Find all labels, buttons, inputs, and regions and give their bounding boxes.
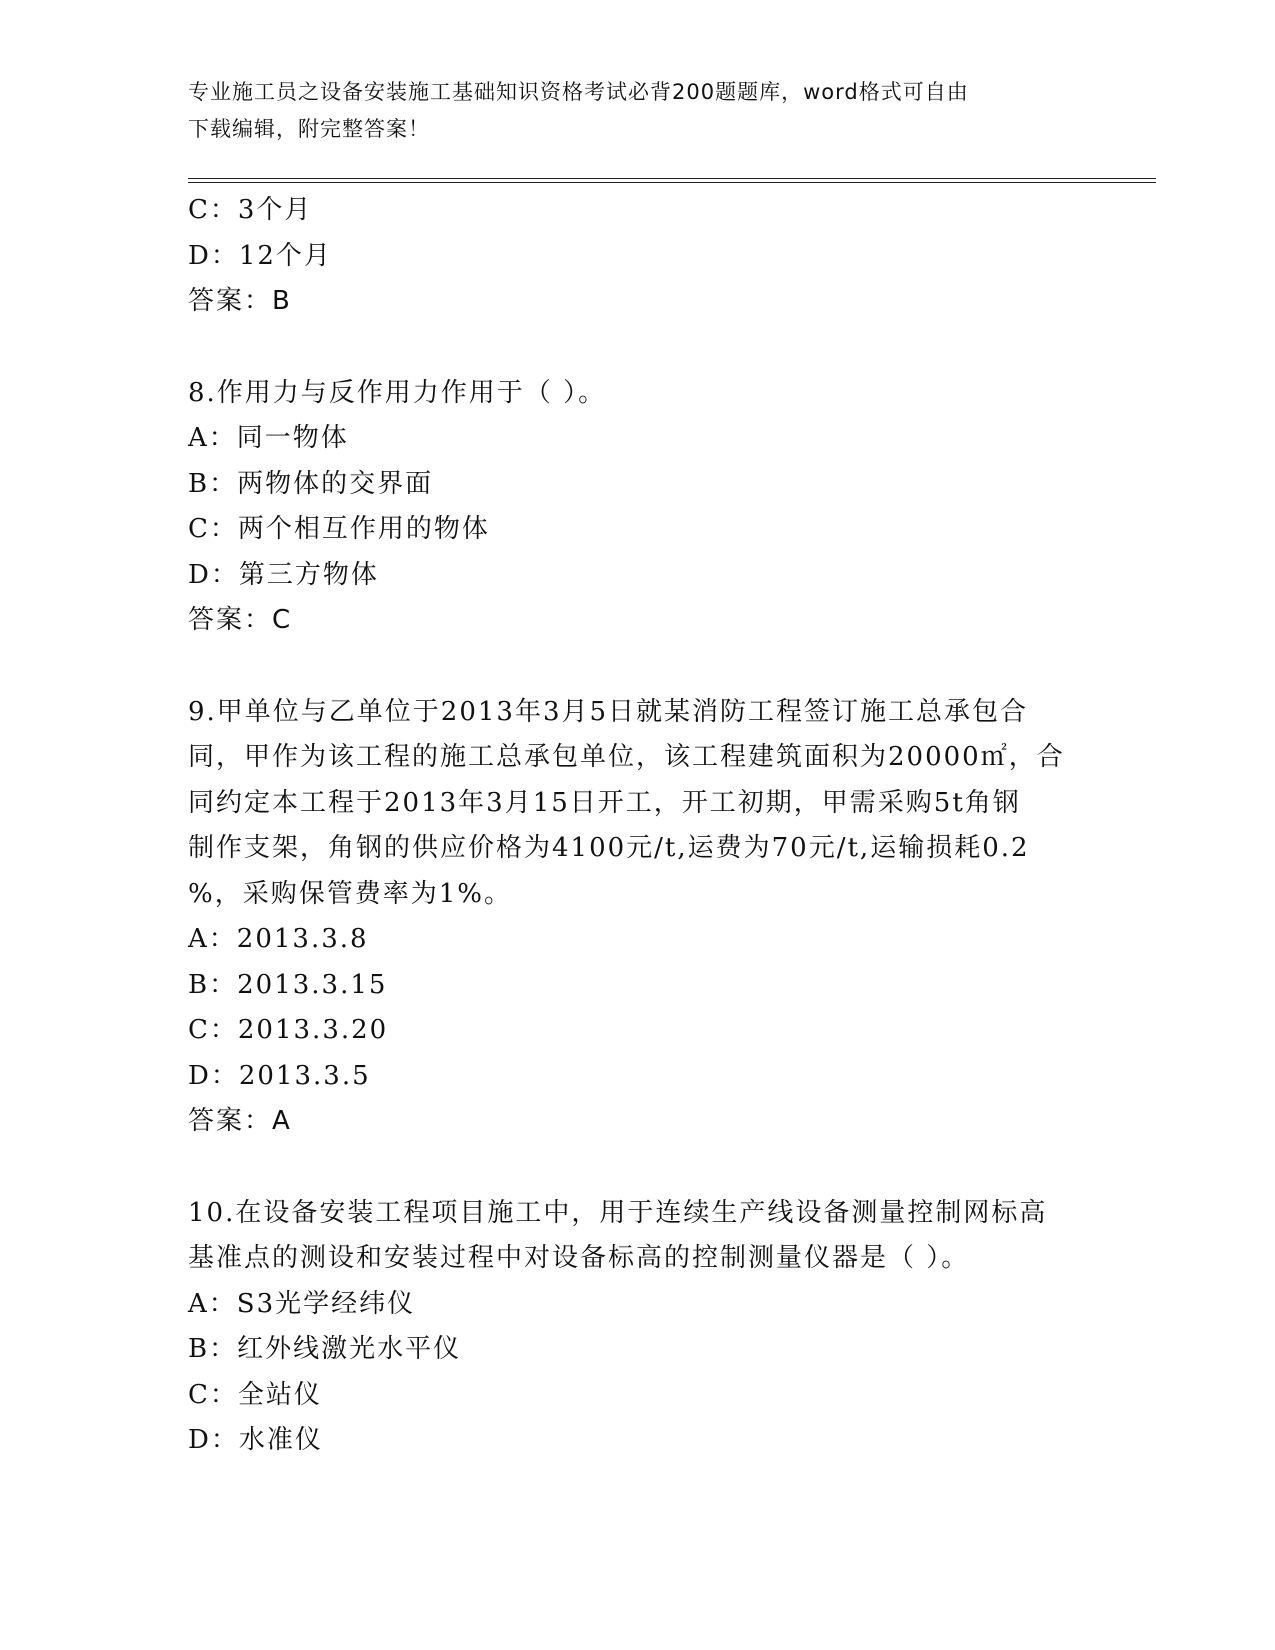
option-b: B：两物体的交界面 (188, 468, 434, 499)
answer: 答案：B (188, 286, 292, 316)
answer: 答案：A (188, 1106, 292, 1136)
question-stem: 8.作用力与反作用力作用于（ ）。 (188, 377, 607, 408)
option-c: C：两个相互作用的物体 (188, 514, 490, 544)
question-10-block (188, 1191, 1088, 1464)
option-d: D：12个月 (188, 240, 332, 271)
option-a: A：同一物体 (188, 423, 349, 453)
document-header (188, 74, 1088, 148)
question-stem-line: %，采购保管费率为1%。 (188, 878, 512, 909)
question-stem-line: 基准点的测设和安装过程中对设备标高的控制测量仪器是（ ）。 (188, 1243, 970, 1273)
option-d: D：第三方物体 (188, 559, 379, 590)
option-b: B：2013.3.15 (188, 969, 388, 1000)
question-stem-line: 同约定本工程于2013年3月15日开工，开工初期，甲需采购5t角钢 (188, 787, 1021, 818)
question-8-block (188, 371, 1088, 644)
spacer (188, 325, 1088, 371)
option-c: C：全站仪 (188, 1379, 322, 1410)
header-rule-bottom (188, 182, 1156, 183)
spacer (188, 644, 1088, 690)
option-c: C：3个月 (188, 195, 313, 225)
question-stem-line: 制作支架，角钢的供应价格为4100元/t,运费为70元/t,运输损耗0.2 (188, 833, 1030, 863)
answer: 答案：C (188, 605, 293, 635)
question-9-block (188, 690, 1088, 1145)
header-line-1: 专业施工员之设备安装施工基础知识资格考试必背200题题库，word格式可自由 (188, 80, 969, 104)
option-c: C：2013.3.20 (188, 1015, 389, 1045)
header-line-2: 下载编辑，附完整答案！ (188, 117, 430, 141)
option-d: D：水准仪 (188, 1425, 323, 1455)
option-d: D：2013.3.5 (188, 1060, 371, 1091)
question-content (188, 188, 1088, 1464)
option-a: A：2013.3.8 (188, 924, 369, 954)
option-b: B：红外线激光水平仪 (188, 1334, 462, 1364)
option-a: A：S3光学经纬仪 (188, 1288, 416, 1319)
header-rule-top (188, 178, 1156, 179)
question-stem-line: 同，甲作为该工程的施工总承包单位，该工程建筑面积为20000㎡，合 (188, 742, 1065, 772)
previous-question-block (188, 188, 1088, 325)
question-stem-line: 10.在设备安装工程项目施工中，用于连续生产线设备测量控制网标高 (188, 1197, 1048, 1228)
question-stem-line: 9.甲单位与乙单位于2013年3月5日就某消防工程签订施工总承包合 (188, 696, 1029, 727)
spacer (188, 1145, 1088, 1191)
